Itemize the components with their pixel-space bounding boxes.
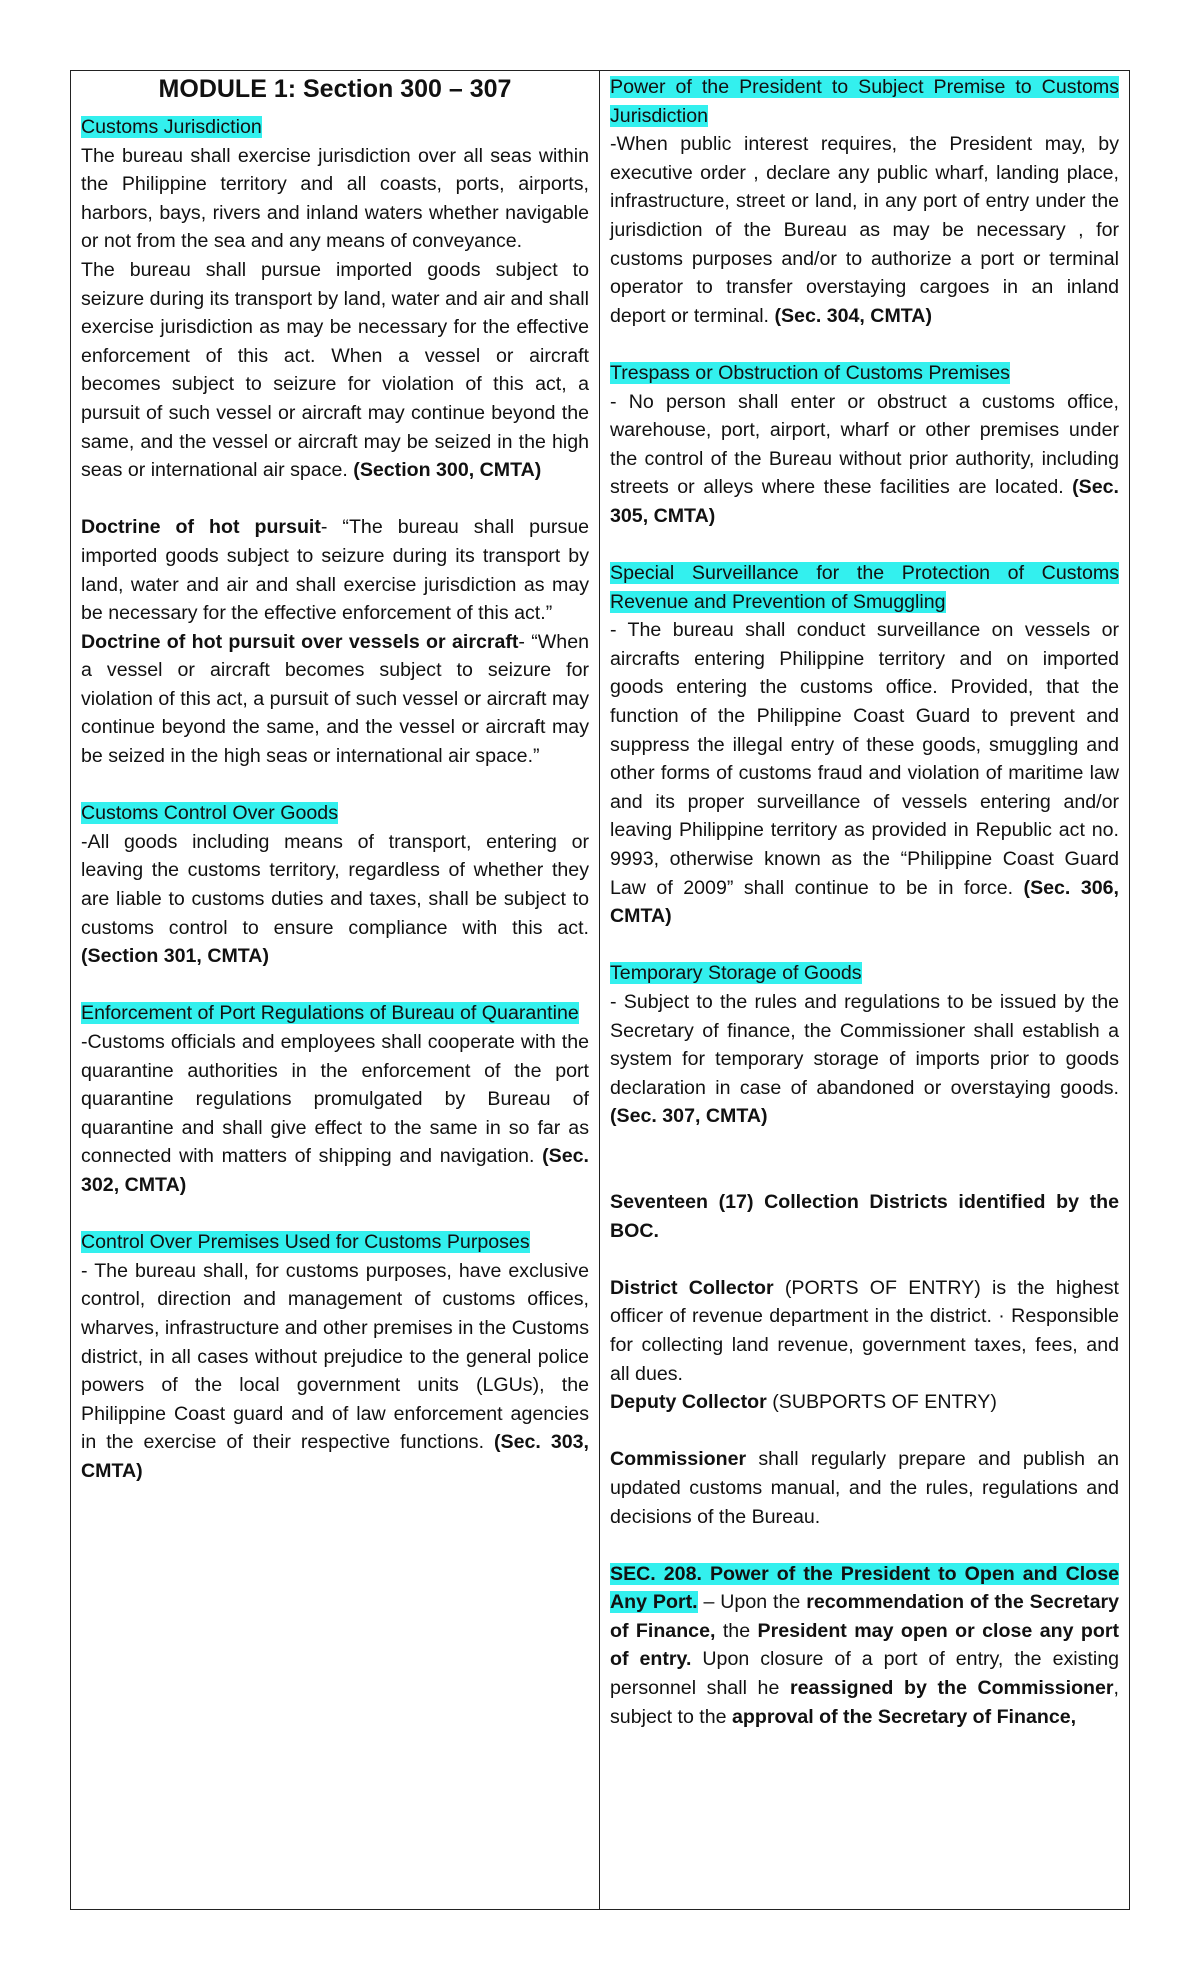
deputy-collector-paragraph: Deputy Collector (SUBPORTS OF ENTRY)	[610, 1391, 997, 1414]
customs-control-paragraph: -All goods including means of transport, entering or leaving the customs territory, regardless of whether they are liable to customs duties and taxes, shall be subject to customs control to ensure compliance with this act. (Section 301, CMTA)	[81, 830, 589, 968]
doctrine-hot-pursuit-vessels-term: Doctrine of hot pursuit over vessels or aircraft	[81, 630, 519, 653]
doctrine-hot-pursuit-vessels: Doctrine of hot pursuit over vessels or aircraft- “When a vessel or aircraft becomes subject to seizure for violation of this act, a pursuit of such vessel or aircraft may continue beyond the same, and the vessel or aircraft may be seized in the high seas or international air space.”	[81, 630, 589, 768]
doctrine-hot-pursuit: Doctrine of hot pursuit- “The bureau shall pursue imported goods subject to seizure during its transport by land, water and air and shall exercise jurisdiction as may be necessary for the effective enforcement of this act.”	[81, 516, 589, 625]
spacer	[81, 971, 589, 1000]
district-collector-paragraph: District Collector (PORTS OF ENTRY) is the highest officer of revenue department in the district. · Responsible for collecting land revenue, government taxes, fees, and all dues.	[610, 1276, 1120, 1385]
citation-sec-307: (Sec. 307, CMTA)	[610, 1105, 768, 1128]
section-heading-surveillance: Special Surveillance for the Protection of Customs Revenue and Prevention of Smuggling	[610, 562, 1119, 613]
citation-sec-305: (Sec. 305, CMTA)	[610, 476, 1119, 527]
citation-section-300: (Section 300, CMTA)	[353, 459, 542, 482]
customs-jurisdiction-paragraph-1: The bureau shall exercise jurisdiction over all seas within the Philippine territory and all coasts, ports, airports, harbors, bays, rivers and inland waters whether navigable or not from the sea and any means of conveyance.	[81, 144, 589, 253]
spacer	[81, 1200, 589, 1229]
section-heading-customs-jurisdiction: Customs Jurisdiction	[81, 116, 262, 138]
section-heading-quarantine: Enforcement of Port Regulations of Bureau of Quarantine	[81, 1002, 579, 1025]
spacer	[81, 485, 589, 514]
section-heading-president-power: Power of the President to Subject Premise to Customs Jurisdiction	[610, 76, 1119, 127]
premises-control-paragraph: - The bureau shall, for customs purposes, have exclusive control, direction and management of customs offices, wharves, infrastructure and other premises in the Customs district, in all cases without prejudice to the general police powers of the local government units (LGUs), the Philippine Coast guard and of law enforcement agencies in the exercise of their respective functions. (Sec. 303, CMTA)	[81, 1259, 589, 1482]
president-power-paragraph: -When public interest requires, the President may, by executive order , declare any public wharf, landing place, infrastructure, street or land, in any port of entry under the jurisdiction of the Bureau as may be necessary , for customs purposes and/or to authorize a port or terminal operator to transfer overstaying cargoes in an inland deport or terminal. (Sec. 304, CMTA)	[610, 133, 1119, 327]
sec-208-heading: SEC. 208. Power of the President to Open and Close Any Port.	[610, 1562, 1119, 1614]
right-column	[600, 71, 1129, 1909]
spacer	[610, 1417, 1119, 1446]
customs-jurisdiction-paragraph-2: The bureau shall pursue imported goods subject to seizure during its transport by land, water and air and shall exercise jurisdiction as may be necessary for the effective enforcement of this act. When a vessel or aircraft becomes subject to seizure for violation of this act, a pursuit of such vessel or aircraft may continue beyond the same, and the vessel or aircraft may be seized in the high seas or international air space. (Section 300, CMTA)	[81, 258, 589, 482]
section-heading-temporary-storage: Temporary Storage of Goods	[610, 962, 862, 985]
citation-sec-302: (Sec. 302, CMTA)	[81, 1145, 589, 1196]
spacer	[610, 330, 1119, 359]
trespass-paragraph: - No person shall enter or obstruct a customs office, warehouse, port, airport, wharf or other premises under the control of the Bureau without prior authority, including streets or alleys where these facilities are located. (Sec. 305, CMTA)	[610, 390, 1119, 527]
sec-208-paragraph: SEC. 208. Power of the President to Open and Close Any Port. – Upon the recommendation of the Secretary of Finance, the President may open or close any port of entry. Upon closure of a port of entry, the existing personnel shall he reassigned by the Commissioner, subject to the approval of the Secretary of Finance,	[610, 1562, 1120, 1728]
document-table	[70, 70, 1130, 1910]
spacer	[610, 931, 1119, 960]
doctrine-hot-pursuit-term: Doctrine of hot pursuit	[81, 516, 321, 539]
spacer	[610, 531, 1119, 560]
commissioner-paragraph: Commissioner shall regularly prepare and publish an updated customs manual, and the rules, regulations and decisions of the Bureau.	[610, 1448, 1119, 1528]
left-column	[71, 71, 600, 1909]
spacer	[610, 1245, 1119, 1274]
surveillance-paragraph: - The bureau shall conduct surveillance on vessels or aircrafts entering Philippine territory and on imported goods entering the customs office. Provided, that the function of the Philippine Coast Guard to prevent and suppress the illegal entry of these goods, smuggling and other forms of customs fraud and violation of maritime law and its proper surveillance of vessels entering and/or leaving Philippine territory as provided in Republic act no. 9993, otherwise known as the “Philippine Coast Guard Law of 2009” shall continue to be in force. (Sec. 306, CMTA)	[610, 619, 1119, 928]
citation-sec-306: (Sec. 306, CMTA)	[610, 876, 1119, 928]
module-title: MODULE 1: Section 300 – 307	[158, 75, 512, 103]
citation-sec-303: (Sec. 303, CMTA)	[81, 1431, 589, 1482]
citation-section-301: (Section 301, CMTA)	[81, 945, 269, 968]
spacer	[610, 1131, 1119, 1188]
spacer	[81, 771, 589, 800]
section-heading-trespass: Trespass or Obstruction of Customs Premises	[610, 361, 1010, 384]
spacer	[610, 1531, 1119, 1560]
section-heading-premises-control: Control Over Premises Used for Customs Purposes	[81, 1231, 530, 1254]
section-heading-customs-control: Customs Control Over Goods	[81, 802, 338, 825]
citation-sec-304: (Sec. 304, CMTA)	[774, 304, 932, 327]
quarantine-paragraph: -Customs officials and employees shall cooperate with the quarantine authorities in the enforcement of the port quarantine regulations promulgated by Bureau of quarantine and shall give effect to the same in so far as connected with matters of shipping and navigation. (Sec. 302, CMTA)	[81, 1031, 589, 1196]
collection-districts-heading: Seventeen (17) Collection Districts identified by the BOC.	[610, 1190, 1119, 1242]
temporary-storage-paragraph: - Subject to the rules and regulations to be issued by the Secretary of finance, the Commissioner shall establish a system for temporary storage of imports prior to goods declaration in case of abandoned or overstaying goods. (Sec. 307, CMTA)	[610, 991, 1119, 1128]
